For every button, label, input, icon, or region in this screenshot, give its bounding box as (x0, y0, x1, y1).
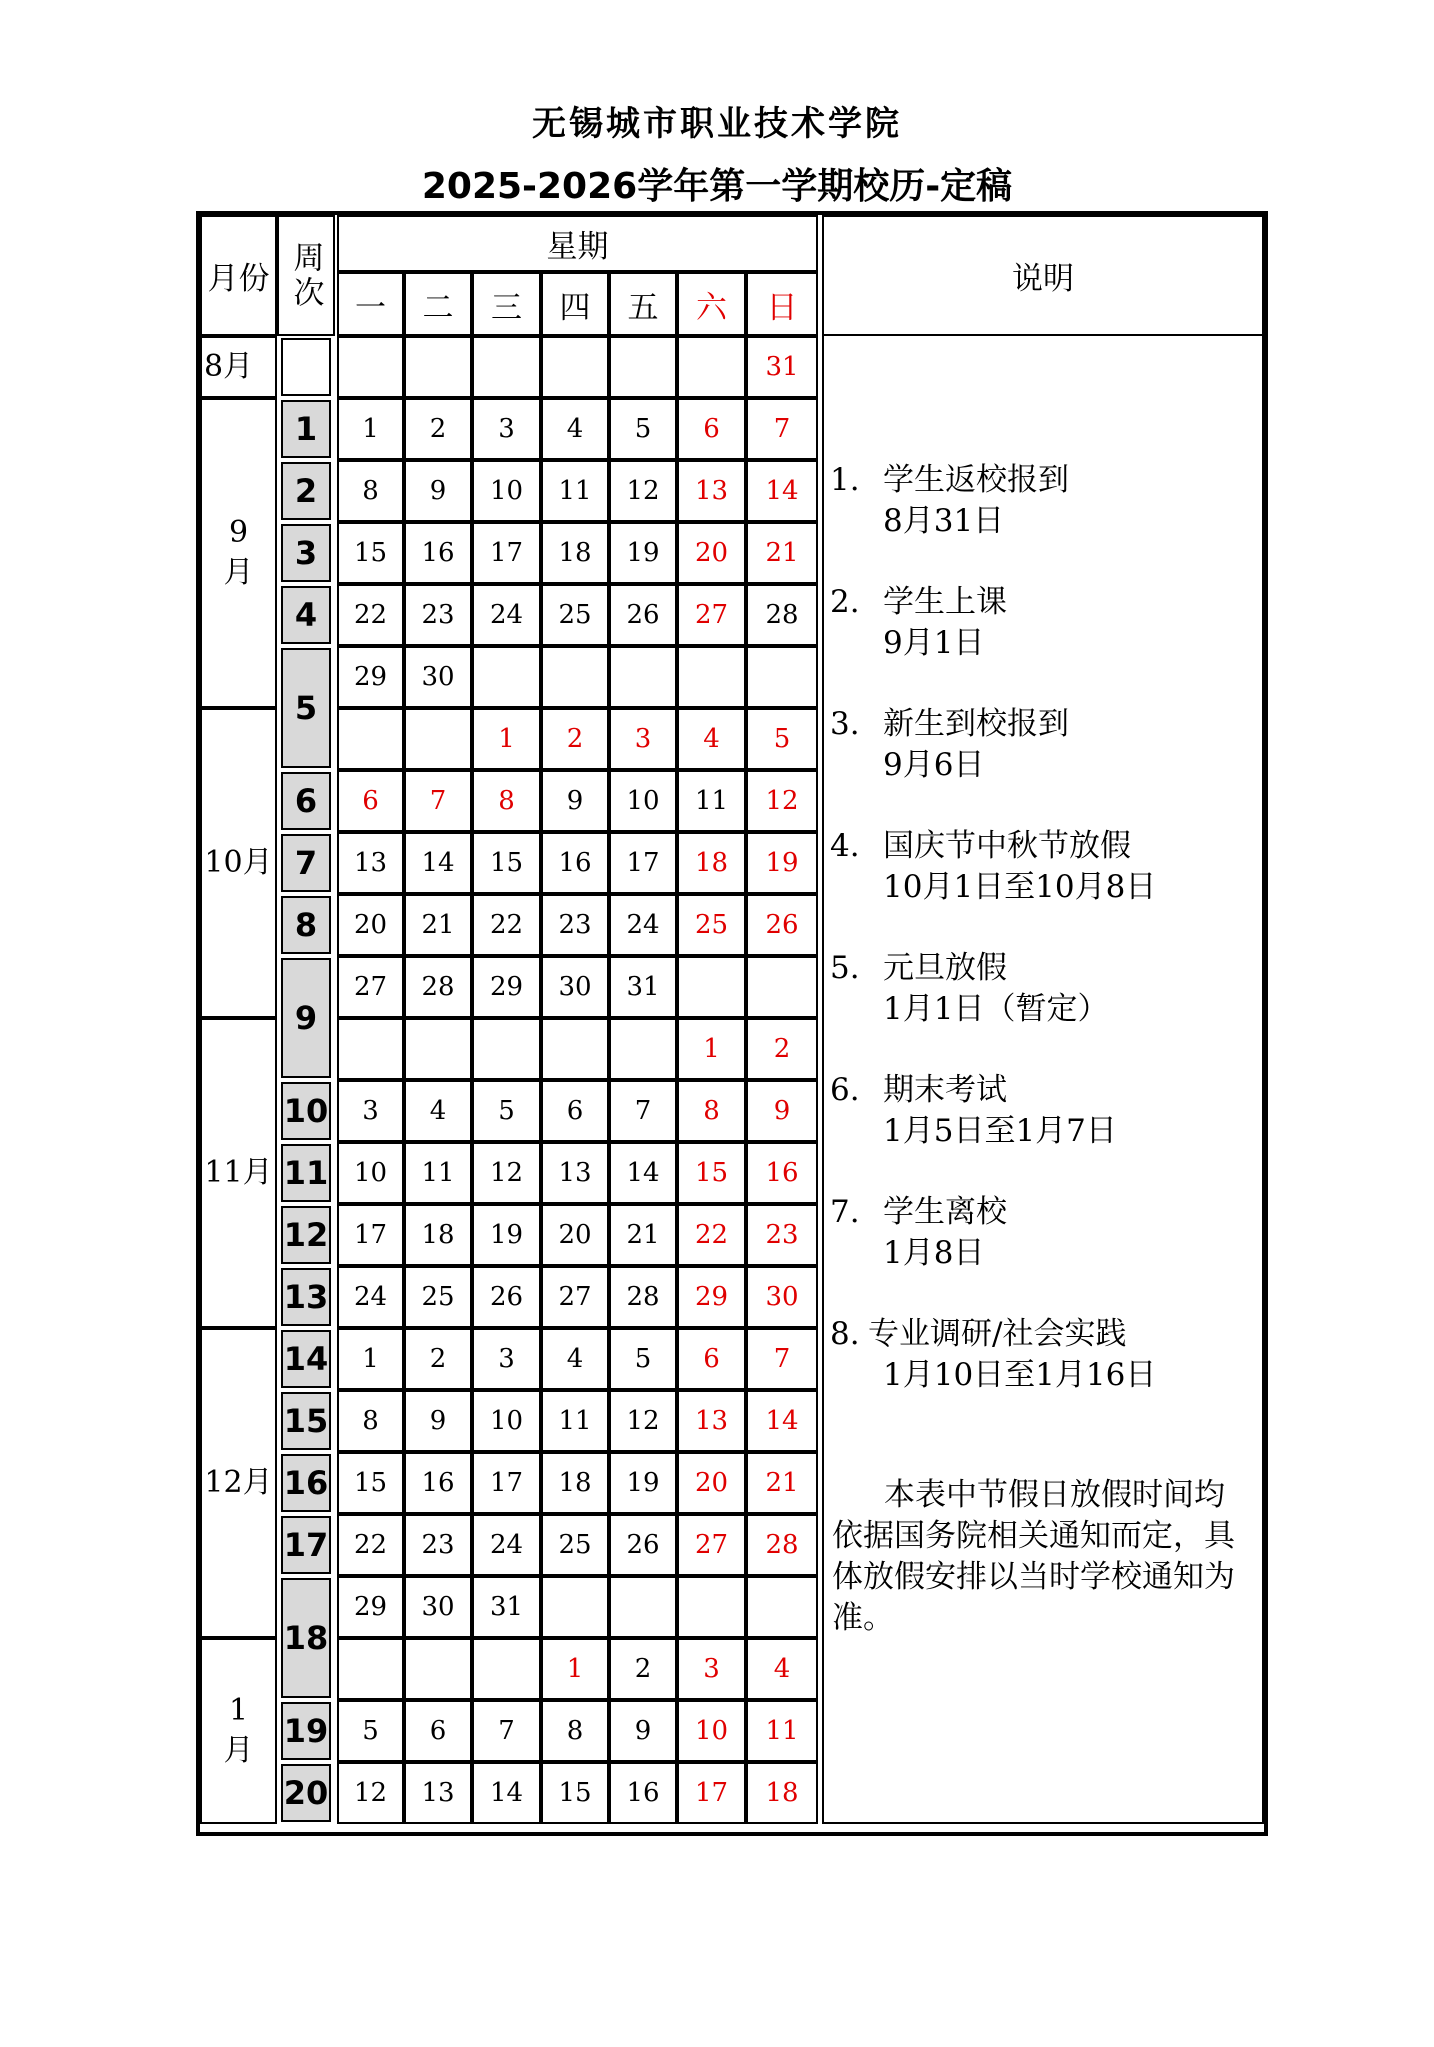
day-cell: 19 (609, 522, 677, 584)
day-cell: 28 (404, 956, 472, 1018)
day-cell: 4 (541, 1328, 609, 1390)
day-cell: 6 (404, 1700, 472, 1762)
note-number: 1. (830, 462, 860, 498)
day-cell: 27 (677, 1514, 746, 1576)
day-cell: 9 (609, 1700, 677, 1762)
weekday-header: 二 (404, 272, 472, 336)
week-number: 4 (281, 586, 331, 644)
day-cell: 26 (609, 584, 677, 646)
day-cell: 13 (404, 1762, 472, 1824)
day-cell: 18 (404, 1204, 472, 1266)
day-cell: 18 (541, 522, 609, 584)
day-cell: 11 (541, 1390, 609, 1452)
day-cell (746, 956, 818, 1018)
day-cell: 22 (337, 1514, 404, 1576)
day-cell (609, 336, 677, 398)
day-cell: 3 (609, 708, 677, 770)
week-number: 10 (281, 1082, 331, 1140)
day-cell: 25 (541, 584, 609, 646)
weekday-header: 三 (472, 272, 541, 336)
calendar-subtitle: 2025-2026学年第一学期校历-定稿 (421, 166, 1013, 207)
day-cell: 30 (746, 1266, 818, 1328)
day-cell: 14 (746, 1390, 818, 1452)
note-item (830, 582, 1260, 664)
note-item (830, 1070, 1260, 1152)
note-number: 4. (830, 828, 860, 864)
day-cell: 11 (746, 1700, 818, 1762)
month-label (200, 398, 277, 708)
note-item (830, 948, 1260, 1030)
note-title: 期末考试 (883, 1072, 1007, 1108)
day-cell: 8 (337, 1390, 404, 1452)
week-number: 2 (281, 462, 331, 520)
note-title: 新生到校报到 (883, 706, 1069, 742)
week-number: 8 (281, 896, 331, 954)
day-cell (677, 1576, 746, 1638)
day-cell: 14 (609, 1142, 677, 1204)
day-cell: 6 (541, 1080, 609, 1142)
note-item (830, 826, 1260, 908)
day-cell: 6 (677, 1328, 746, 1390)
note-detail: 1月5日至1月7日 (883, 1113, 1117, 1149)
day-cell (472, 1018, 541, 1080)
day-cell: 3 (472, 1328, 541, 1390)
day-cell: 17 (609, 832, 677, 894)
day-cell: 8 (472, 770, 541, 832)
day-cell (337, 1638, 404, 1700)
day-cell (541, 1576, 609, 1638)
day-cell: 27 (677, 584, 746, 646)
week-number: 15 (281, 1392, 331, 1450)
week-number: 13 (281, 1268, 331, 1326)
day-cell: 10 (472, 460, 541, 522)
month-number: 9 (228, 515, 249, 550)
day-cell: 29 (337, 1576, 404, 1638)
day-cell: 24 (472, 1514, 541, 1576)
note-title: 学生离校 (883, 1194, 1007, 1230)
day-cell: 2 (746, 1018, 818, 1080)
month-column-header: 月份 (200, 215, 277, 336)
note-number: 7. (830, 1194, 860, 1230)
day-cell: 16 (609, 1762, 677, 1824)
week-number: 16 (281, 1454, 331, 1512)
note-title: 学生返校报到 (883, 462, 1069, 498)
day-cell: 25 (404, 1266, 472, 1328)
day-cell: 20 (677, 522, 746, 584)
day-cell: 11 (404, 1142, 472, 1204)
day-cell: 10 (609, 770, 677, 832)
day-cell (746, 1576, 818, 1638)
day-cell: 16 (404, 522, 472, 584)
day-cell: 26 (746, 894, 818, 956)
day-cell: 16 (404, 1452, 472, 1514)
day-cell: 3 (677, 1638, 746, 1700)
day-cell: 9 (404, 1390, 472, 1452)
week-number: 1 (281, 400, 331, 458)
day-cell (677, 646, 746, 708)
note-number: 8. (830, 1316, 860, 1352)
day-cell: 22 (472, 894, 541, 956)
day-cell: 18 (746, 1762, 818, 1824)
day-cell: 7 (609, 1080, 677, 1142)
day-cell: 12 (609, 1390, 677, 1452)
day-cell: 28 (746, 1514, 818, 1576)
month-number: 1 (228, 1693, 249, 1728)
day-cell: 5 (609, 398, 677, 460)
day-cell: 24 (609, 894, 677, 956)
day-cell: 25 (541, 1514, 609, 1576)
day-cell (609, 1576, 677, 1638)
week-number: 9 (281, 958, 331, 1078)
day-cell: 25 (677, 894, 746, 956)
day-cell: 17 (472, 1452, 541, 1514)
day-cell: 18 (541, 1452, 609, 1514)
day-cell: 17 (472, 522, 541, 584)
month-char: 月 (223, 555, 254, 590)
day-cell: 30 (404, 646, 472, 708)
week-number: 19 (281, 1702, 331, 1760)
day-cell: 18 (677, 832, 746, 894)
day-cell: 13 (677, 1390, 746, 1452)
weekday-header: 日 (746, 272, 818, 336)
day-cell: 5 (746, 708, 818, 770)
day-cell: 22 (337, 584, 404, 646)
month-label: 10月 (200, 708, 277, 1018)
note-title: 元旦放假 (883, 950, 1007, 986)
day-cell: 17 (337, 1204, 404, 1266)
day-cell (609, 646, 677, 708)
day-cell: 1 (541, 1638, 609, 1700)
day-cell: 21 (404, 894, 472, 956)
day-cell: 14 (472, 1762, 541, 1824)
note-title: 国庆节中秋节放假 (883, 828, 1131, 864)
day-cell: 27 (337, 956, 404, 1018)
weekday-header: 一 (337, 272, 404, 336)
note-detail: 1月8日 (883, 1235, 985, 1271)
day-cell: 22 (677, 1204, 746, 1266)
day-cell (472, 1638, 541, 1700)
day-cell: 10 (337, 1142, 404, 1204)
day-cell: 12 (472, 1142, 541, 1204)
day-cell: 21 (746, 1452, 818, 1514)
day-cell: 10 (677, 1700, 746, 1762)
day-cell: 2 (404, 398, 472, 460)
day-cell: 21 (746, 522, 818, 584)
day-cell (404, 1018, 472, 1080)
day-cell (677, 336, 746, 398)
day-cell: 9 (746, 1080, 818, 1142)
day-cell (677, 956, 746, 1018)
day-cell: 8 (541, 1700, 609, 1762)
day-cell: 3 (337, 1080, 404, 1142)
day-cell: 23 (404, 1514, 472, 1576)
note-number: 3. (830, 706, 860, 742)
day-cell: 1 (337, 398, 404, 460)
remark-text: 本表中节假日放假时间均依据国务院相关通知而定，具体放假安排以当时学校通知为准。 (832, 1477, 1235, 1636)
note-number: 5. (830, 950, 860, 986)
day-cell: 4 (677, 708, 746, 770)
day-cell (472, 336, 541, 398)
note-item (830, 704, 1260, 786)
note-item (830, 460, 1260, 542)
day-cell: 27 (541, 1266, 609, 1328)
day-cell (541, 1018, 609, 1080)
day-cell: 16 (541, 832, 609, 894)
day-cell: 23 (541, 894, 609, 956)
day-cell: 13 (541, 1142, 609, 1204)
week-number: 20 (281, 1764, 331, 1822)
day-cell: 29 (337, 646, 404, 708)
day-cell: 19 (472, 1204, 541, 1266)
day-cell: 23 (746, 1204, 818, 1266)
day-cell: 19 (746, 832, 818, 894)
week-column-header: 周次 (277, 215, 335, 336)
day-cell: 2 (609, 1638, 677, 1700)
note-title: 学生上课 (883, 584, 1007, 620)
day-cell (541, 336, 609, 398)
day-cell (541, 646, 609, 708)
note-detail: 1月10日至1月16日 (883, 1357, 1157, 1393)
day-cell: 30 (404, 1576, 472, 1638)
day-cell: 9 (541, 770, 609, 832)
week-number: 18 (281, 1578, 331, 1698)
day-cell: 4 (746, 1638, 818, 1700)
week-number (281, 338, 331, 396)
notes-column-header: 说明 (822, 215, 1264, 336)
day-cell: 10 (472, 1390, 541, 1452)
day-cell: 31 (609, 956, 677, 1018)
day-cell: 1 (677, 1018, 746, 1080)
week-number: 7 (281, 834, 331, 892)
day-cell: 20 (541, 1204, 609, 1266)
note-number: 2. (830, 584, 860, 620)
week-number: 14 (281, 1330, 331, 1388)
day-cell: 11 (541, 460, 609, 522)
day-cell: 24 (337, 1266, 404, 1328)
day-cell: 4 (541, 398, 609, 460)
note-detail: 10月1日至10月8日 (883, 869, 1157, 905)
school-title: 无锡城市职业技术学院 (532, 104, 902, 144)
day-cell: 12 (609, 460, 677, 522)
day-cell (404, 1638, 472, 1700)
day-cell: 26 (472, 1266, 541, 1328)
day-cell (609, 1018, 677, 1080)
day-cell: 15 (472, 832, 541, 894)
day-cell: 6 (677, 398, 746, 460)
day-cell: 21 (609, 1204, 677, 1266)
day-cell (337, 708, 404, 770)
week-number: 3 (281, 524, 331, 582)
day-cell (337, 336, 404, 398)
month-char: 月 (223, 1733, 254, 1768)
day-cell: 15 (677, 1142, 746, 1204)
day-cell: 12 (337, 1762, 404, 1824)
day-cell: 8 (337, 460, 404, 522)
day-cell: 7 (746, 398, 818, 460)
month-label (200, 1638, 277, 1824)
note-detail: 1月1日（暂定） (883, 991, 1109, 1027)
day-cell: 15 (337, 1452, 404, 1514)
day-cell: 15 (337, 522, 404, 584)
note-item (830, 1192, 1260, 1274)
note-detail: 9月6日 (883, 747, 985, 783)
month-label: 11月 (200, 1018, 277, 1328)
note-number: 6. (830, 1072, 860, 1108)
day-cell: 4 (404, 1080, 472, 1142)
note-item (830, 1314, 1260, 1396)
day-cell (404, 336, 472, 398)
day-cell: 31 (746, 336, 818, 398)
day-cell (746, 646, 818, 708)
day-cell: 19 (609, 1452, 677, 1514)
day-cell: 24 (472, 584, 541, 646)
day-cell: 31 (472, 1576, 541, 1638)
day-cell: 9 (404, 460, 472, 522)
day-cell: 7 (472, 1700, 541, 1762)
week-number: 12 (281, 1206, 331, 1264)
weekday-header: 四 (541, 272, 609, 336)
day-cell: 5 (609, 1328, 677, 1390)
day-cell: 1 (472, 708, 541, 770)
day-cell: 5 (337, 1700, 404, 1762)
day-cell: 7 (404, 770, 472, 832)
week-number: 17 (281, 1516, 331, 1574)
week-number: 5 (281, 648, 331, 768)
weekday-group-header: 星期 (337, 215, 818, 272)
day-cell: 29 (677, 1266, 746, 1328)
day-cell: 6 (337, 770, 404, 832)
day-cell: 1 (337, 1328, 404, 1390)
note-detail: 9月1日 (883, 625, 985, 661)
day-cell: 5 (472, 1080, 541, 1142)
day-cell: 11 (677, 770, 746, 832)
notes-list (830, 460, 1260, 1436)
day-cell: 2 (541, 708, 609, 770)
day-cell: 2 (404, 1328, 472, 1390)
day-cell: 26 (609, 1514, 677, 1576)
day-cell: 15 (541, 1762, 609, 1824)
day-cell (404, 708, 472, 770)
week-number: 11 (281, 1144, 331, 1202)
note-title: 专业调研/社会实践 (868, 1316, 1127, 1352)
day-cell: 14 (746, 460, 818, 522)
note-detail: 8月31日 (883, 503, 1005, 539)
day-cell: 29 (472, 956, 541, 1018)
day-cell: 20 (677, 1452, 746, 1514)
day-cell: 14 (404, 832, 472, 894)
day-cell: 30 (541, 956, 609, 1018)
weekday-header: 五 (609, 272, 677, 336)
month-label: 8月 (200, 336, 277, 398)
month-label: 12月 (200, 1328, 277, 1638)
day-cell: 13 (677, 460, 746, 522)
weekday-header: 六 (677, 272, 746, 336)
day-cell: 7 (746, 1328, 818, 1390)
day-cell (337, 1018, 404, 1080)
day-cell: 3 (472, 398, 541, 460)
day-cell: 28 (746, 584, 818, 646)
day-cell: 13 (337, 832, 404, 894)
week-number: 6 (281, 772, 331, 830)
day-cell: 28 (609, 1266, 677, 1328)
day-cell: 16 (746, 1142, 818, 1204)
day-cell: 23 (404, 584, 472, 646)
day-cell: 12 (746, 770, 818, 832)
day-cell (472, 646, 541, 708)
day-cell: 8 (677, 1080, 746, 1142)
day-cell: 17 (677, 1762, 746, 1824)
day-cell: 20 (337, 894, 404, 956)
